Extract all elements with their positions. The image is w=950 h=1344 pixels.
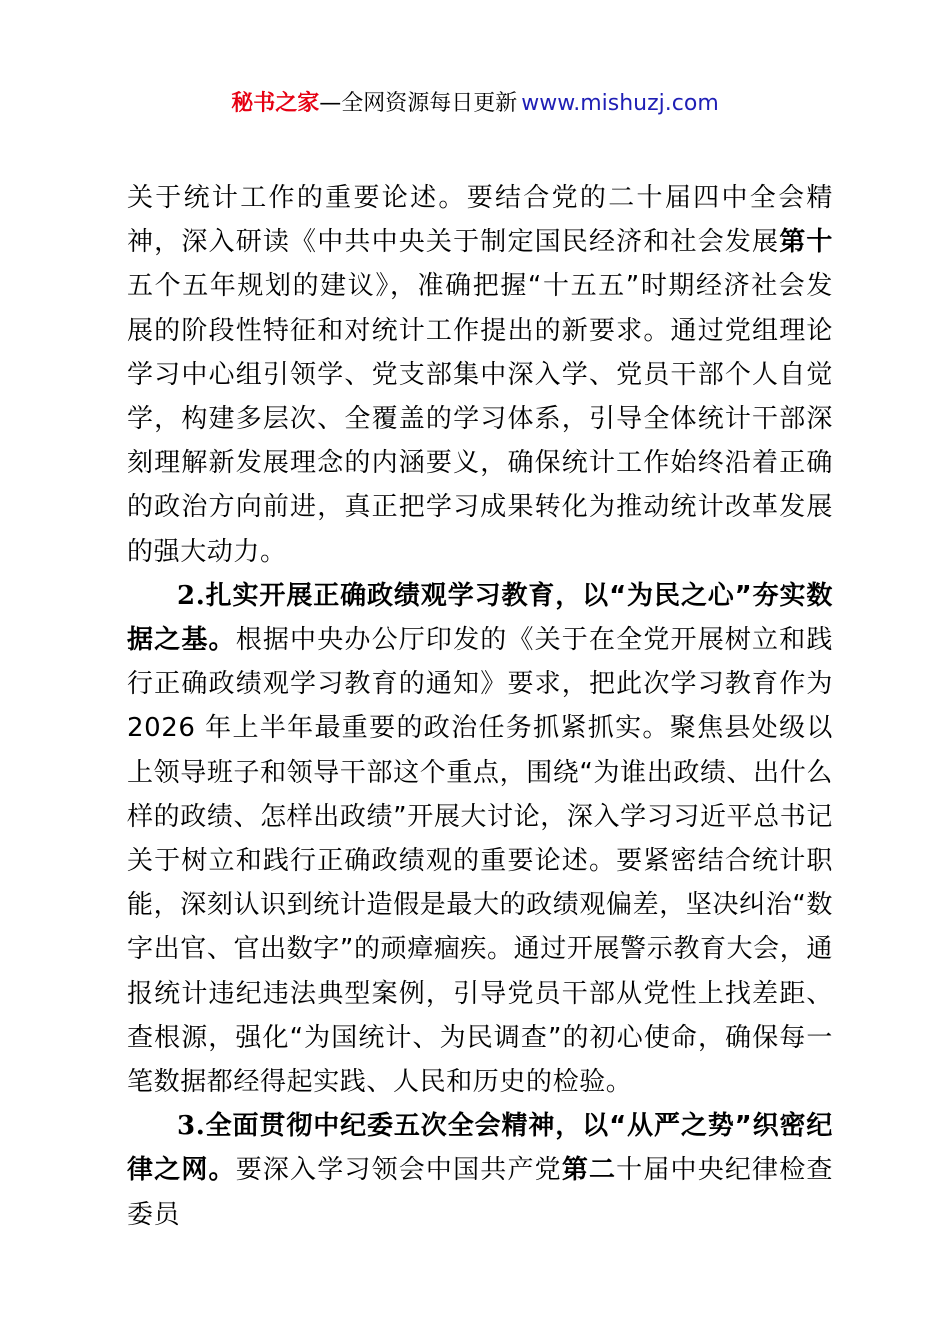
header-url-link[interactable]: www.mishuzj.com: [521, 91, 719, 116]
paragraph-3-number: 3.: [177, 1111, 206, 1142]
paragraph-3-body-a: 要深入学习领会中国共产党: [235, 1155, 562, 1186]
paragraph-3-body-b: 十届中央纪律检查委员: [127, 1155, 833, 1230]
paragraph-1-text-b: 五个五年规划的建议》，准确把握“十五五”时期经济社会发展的阶段性特征和对统计工作提出的新要求。通过党组理论学习中心组引领学、党支部集中深入学、党员干部个人自觉学，构建多层次、全覆盖的学习体系，引导全体统计干部深刻理解新发展理念的内涵要义，确保统计工作始终沿着正确的政治方向前进，真正把学习成果转化为推动统计改革发展的强大动力。: [127, 271, 833, 567]
paragraph-3: [127, 1104, 833, 1237]
paragraph-1: [127, 176, 833, 574]
header-brand: 秘书之家: [231, 91, 320, 116]
paragraph-1-bold: 第十: [779, 227, 833, 258]
header-tagline: —全网资源每日更新: [319, 91, 518, 116]
paragraph-1-text-a: 关于统计工作的重要论述。要结合党的二十届四中全会精神，深入研读《中共中央关于制定国民经济和社会发展: [127, 183, 833, 258]
paragraph-2-body: 根据中央办公厅印发的《关于在全党开展树立和践行正确政绩观学习教育的通知》要求，把此次学习教育作为 2026 年上半年最重要的政治任务抓紧抓实。聚焦县处级以上领导班子和领导干部这个重点，围绕“为谁出政绩、出什么样的政绩、怎样出政绩”开展大讨论，深入学习习近平总书记关于树立和践行正确政绩观的重要论述。要紧密结合统计职能，深刻认识到统计造假是最大的政绩观偏差，坚决纠治“数字出官、官出数字”的顽瘴痼疾。通过开展警示教育大会，通报统计违纪违法典型案例，引导党员干部从党性上找差距、查根源，强化“为国统计、为民调查”的初心使命，确保每一笔数据都经得起实践、人民和历史的检验。: [127, 625, 833, 1098]
paragraph-2-number: 2.: [177, 580, 206, 611]
document-body: [127, 176, 833, 1237]
page-header: [0, 86, 950, 122]
paragraph-2-title: 扎实开展正确政绩观学习教育，以“为民之心”夯实数据之基。: [127, 580, 833, 656]
paragraph-2: [127, 574, 833, 1104]
paragraph-3-title: 全面贯彻中纪委五次全会精神，以“从严之势”织密纪律之网。: [127, 1111, 833, 1186]
paragraph-3-bold: 第二: [561, 1155, 617, 1186]
